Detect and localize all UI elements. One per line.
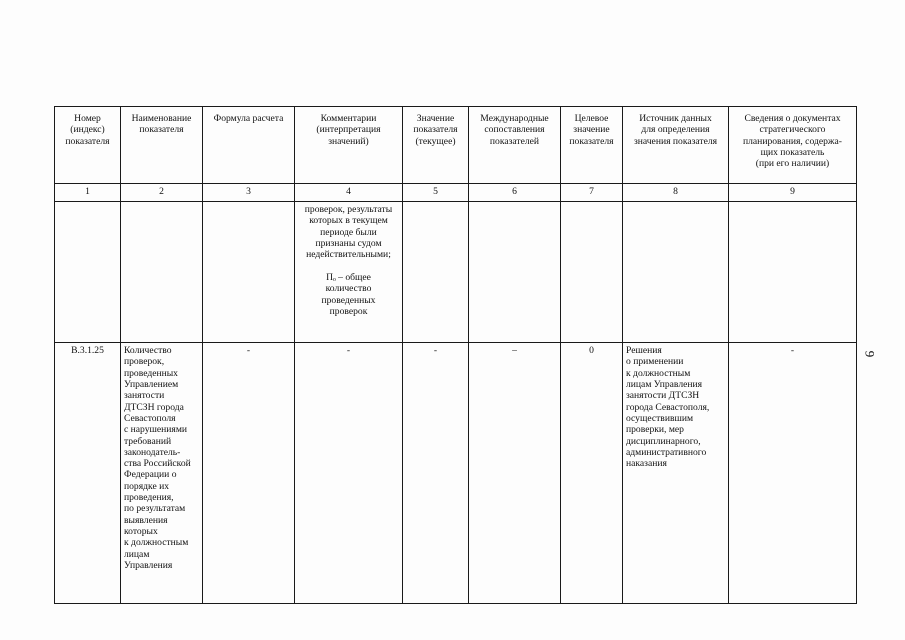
header-comments: Комментарии (интерпретация значений): [295, 107, 403, 184]
table-cell: [55, 202, 121, 343]
table-cell: [403, 202, 469, 343]
table-row-continuation: [55, 202, 857, 343]
column-number: 3: [203, 184, 295, 202]
column-number-row: [55, 184, 857, 202]
column-number: 6: [469, 184, 561, 202]
table-cell: [469, 202, 561, 343]
header-formula: Формула расчета: [203, 107, 295, 184]
page-number: 9: [862, 350, 878, 358]
header-data-source: Источник данных для определения значения показателя: [623, 107, 729, 184]
header-current-value: Значение показателя (текущее): [403, 107, 469, 184]
header-international: Международные сопоставления показателей: [469, 107, 561, 184]
comment-continuation-cell: проверок, результаты которых в текущем периоде были признаны судом недействительными; Пₒ – общее количество проведенных проверок: [295, 202, 403, 343]
header-name: Наименование показателя: [121, 107, 203, 184]
indicators-table: [54, 106, 857, 604]
indicator-index-cell: В.3.1.25: [55, 343, 121, 604]
table-cell: [121, 202, 203, 343]
column-number: 4: [295, 184, 403, 202]
data-source-cell: Решения о применении к должностным лицам Управления занятости ДТСЗН города Севастополя, осуществившим проверки, мер дисциплинарного, административного наказания: [623, 343, 729, 604]
comment-cell: -: [295, 343, 403, 604]
column-number: 9: [729, 184, 857, 202]
column-number: 1: [55, 184, 121, 202]
column-number: 5: [403, 184, 469, 202]
indicator-name-cell: Количество проверок, проведенных Управлением занятости ДТСЗН города Севастополя с нарушениями требований законодатель- ства Российской Федерации о порядке их проведения, по результатам выявления которых к должностным лицам Управления: [121, 343, 203, 604]
table-cell: [623, 202, 729, 343]
international-cell: –: [469, 343, 561, 604]
column-number: 8: [623, 184, 729, 202]
formula-cell: -: [203, 343, 295, 604]
documents-cell: -: [729, 343, 857, 604]
table-cell: [729, 202, 857, 343]
target-value-cell: 0: [561, 343, 623, 604]
header-index: Номер (индекс) показателя: [55, 107, 121, 184]
table-cell: [203, 202, 295, 343]
table-row-indicator: [55, 343, 857, 604]
current-value-cell: -: [403, 343, 469, 604]
header-documents: Сведения о документах стратегического планирования, содержа- щих показатель (при его наличии): [729, 107, 857, 184]
column-number: 7: [561, 184, 623, 202]
column-number: 2: [121, 184, 203, 202]
header-target-value: Целевое значение показателя: [561, 107, 623, 184]
header-row: [55, 107, 857, 184]
table-cell: [561, 202, 623, 343]
